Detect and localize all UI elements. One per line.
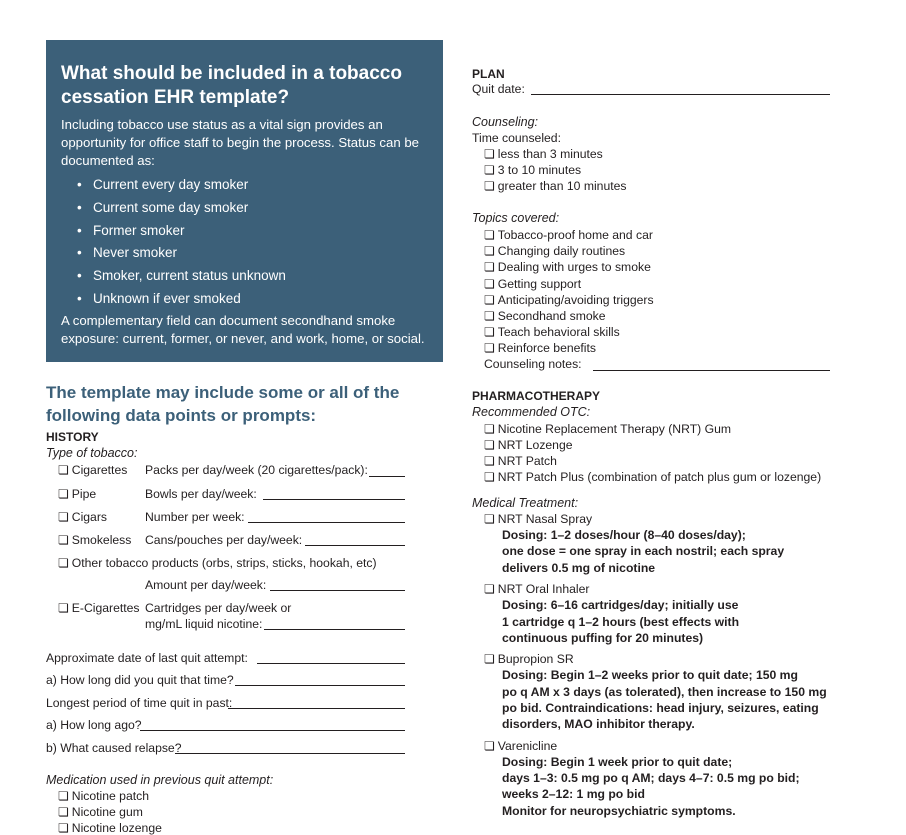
dosing-line: 1 cartridge q 1–2 hours (best effects with [502,615,740,629]
dosing-line: Monitor for neuropsychiatric symptoms. [502,804,736,818]
time-counseled-label: Time counseled: [472,131,561,145]
checkbox-med[interactable]: ❏ Nicotine lozenge [58,821,162,835]
field-other-amount[interactable] [270,590,405,591]
checkbox-otc[interactable]: ❏ NRT Lozenge [484,438,573,452]
checkbox-varenicline[interactable]: ❏ Varenicline [484,739,557,753]
quit-field[interactable] [228,708,405,709]
checkbox-topic[interactable]: ❏ Getting support [484,277,581,291]
checkbox-topic[interactable]: ❏ Changing daily routines [484,244,625,258]
status-item: • Current every day smoker [93,174,429,197]
prompt-cigarettes: Packs per day/week (20 cigarettes/pack): [145,463,368,477]
checkbox-topic[interactable]: ❏ Reinforce benefits [484,341,596,355]
checkbox-ecig[interactable]: ❏ E-Cigarettes [58,601,140,615]
checkbox-cigars[interactable]: ❏ Cigars [58,510,107,524]
plan-heading: PLAN [472,67,505,81]
checkbox-smokeless[interactable]: ❏ Smokeless [58,533,131,547]
info-box-title: What should be included in a tobacco cessation EHR template? [61,63,402,108]
prompt-pipe: Bowls per day/week: [145,487,257,501]
medtx-label: Medical Treatment: [472,496,579,510]
prompt-ecig-2: mg/mL liquid nicotine: [145,617,263,631]
counseling-notes-field[interactable] [593,370,830,371]
prompt-cigars: Number per week: [145,510,245,524]
checkbox-time[interactable]: ❏ 3 to 10 minutes [484,163,581,177]
checkbox-topic[interactable]: ❏ Teach behavioral skills [484,325,620,339]
info-box [46,40,443,362]
prompt-other-amount: Amount per day/week: [145,578,267,592]
dosing-line: po q AM x 3 days (as tolerated), then increase to 150 mg [502,685,827,699]
status-item: • Never smoker [93,242,429,265]
checkbox-other-tobacco[interactable]: ❏ Other tobacco products (orbs, strips, sticks, hookah, etc) [58,556,377,570]
dosing-line: one dose = one spray in each nostril; each spray [502,544,785,558]
quit-prompt: Approximate date of last quit attempt: [46,651,248,665]
checkbox-topic[interactable]: ❏ Dealing with urges to smoke [484,260,651,274]
field-pipe[interactable] [263,499,405,500]
info-box-complement: A complementary field can document secondhand smoke exposure: current, former, or never, and work, home, or social. [61,312,425,346]
prompt-ecig-1: Cartridges per day/week or [145,601,292,615]
history-heading: HISTORY [46,430,99,444]
field-cigars[interactable] [248,522,405,523]
checkbox-cigarettes[interactable]: ❏ Cigarettes [58,463,127,477]
status-list [61,174,429,311]
quit-field[interactable] [140,730,405,731]
checkbox-time[interactable]: ❏ greater than 10 minutes [484,179,627,193]
field-cigarettes[interactable] [369,476,405,477]
quit-prompt: a) How long ago? [46,718,142,732]
dosing-line: days 1–3: 0.5 mg po q AM; days 4–7: 0.5 mg po bid; [502,771,800,785]
field-smokeless[interactable] [305,545,405,546]
checkbox-time[interactable]: ❏ less than 3 minutes [484,147,603,161]
quit-field[interactable] [235,685,405,686]
field-ecig[interactable] [264,629,405,630]
status-item: • Unknown if ever smoked [93,288,429,311]
dosing-line: Dosing: Begin 1 week prior to quit date; [502,755,733,769]
counseling-notes-label: Counseling notes: [484,357,582,371]
dosing-line: Dosing: 1–2 doses/hour (8–40 doses/day); [502,528,746,542]
checkbox-otc[interactable]: ❏ NRT Patch [484,454,557,468]
med-label: Medication used in previous quit attempt: [46,773,274,787]
status-item: • Smoker, current status unknown [93,265,429,288]
status-item: • Current some day smoker [93,197,429,220]
checkbox-med[interactable]: ❏ Nicotine patch [58,789,149,803]
pharmacotherapy-heading: PHARMACOTHERAPY [472,389,601,403]
dosing-line: Dosing: 6–16 cartridges/day; initially use [502,598,739,612]
checkbox-topic[interactable]: ❏ Secondhand smoke [484,309,606,323]
dosing-line: weeks 2–12: 1 mg po bid [502,787,645,801]
quit-field[interactable] [257,663,405,664]
counseling-label: Counseling: [472,115,539,129]
quit-date-field[interactable] [531,94,830,95]
quit-prompt: a) How long did you quit that time? [46,673,234,687]
dosing-line: po bid. Contraindications: head injury, seizures, eating [502,701,819,715]
dosing-line: delivers 0.5 mg of nicotine [502,561,656,575]
quit-prompt: Longest period of time quit in past: [46,696,233,710]
prompt-smokeless: Cans/pouches per day/week: [145,533,303,547]
dosing-line: Dosing: Begin 1–2 weeks prior to quit date; 150 mg [502,668,798,682]
otc-label: Recommended OTC: [472,405,591,419]
checkbox-bupropion[interactable]: ❏ Bupropion SR [484,652,574,666]
quit-field[interactable] [175,753,405,754]
checkbox-nasal-spray[interactable]: ❏ NRT Nasal Spray [484,512,592,526]
checkbox-oral-inhaler[interactable]: ❏ NRT Oral Inhaler [484,582,589,596]
checkbox-topic[interactable]: ❏ Anticipating/avoiding triggers [484,293,654,307]
quit-prompt: b) What caused relapse? [46,741,182,755]
dosing-line: disorders, MAO inhibitor therapy. [502,717,695,731]
checkbox-otc[interactable]: ❏ Nicotine Replacement Therapy (NRT) Gum [484,422,731,436]
status-item: • Former smoker [93,220,429,243]
checkbox-topic[interactable]: ❏ Tobacco-proof home and car [484,228,653,242]
dosing-line: continuous puffing for 20 minutes) [502,631,704,645]
checkbox-pipe[interactable]: ❏ Pipe [58,487,96,501]
topics-label: Topics covered: [472,211,560,225]
info-box-intro: Including tobacco use status as a vital sign provides an opportunity for office staff to begin the process. Status can be documented as: [61,117,419,168]
checkbox-otc[interactable]: ❏ NRT Patch Plus (combination of patch plus gum or lozenge) [484,470,821,484]
quit-date-label: Quit date: [472,82,525,96]
type-label: Type of tobacco: [46,446,138,460]
template-heading: The template may include some or all of the following data points or prompts: [46,383,400,425]
checkbox-med[interactable]: ❏ Nicotine gum [58,805,143,819]
